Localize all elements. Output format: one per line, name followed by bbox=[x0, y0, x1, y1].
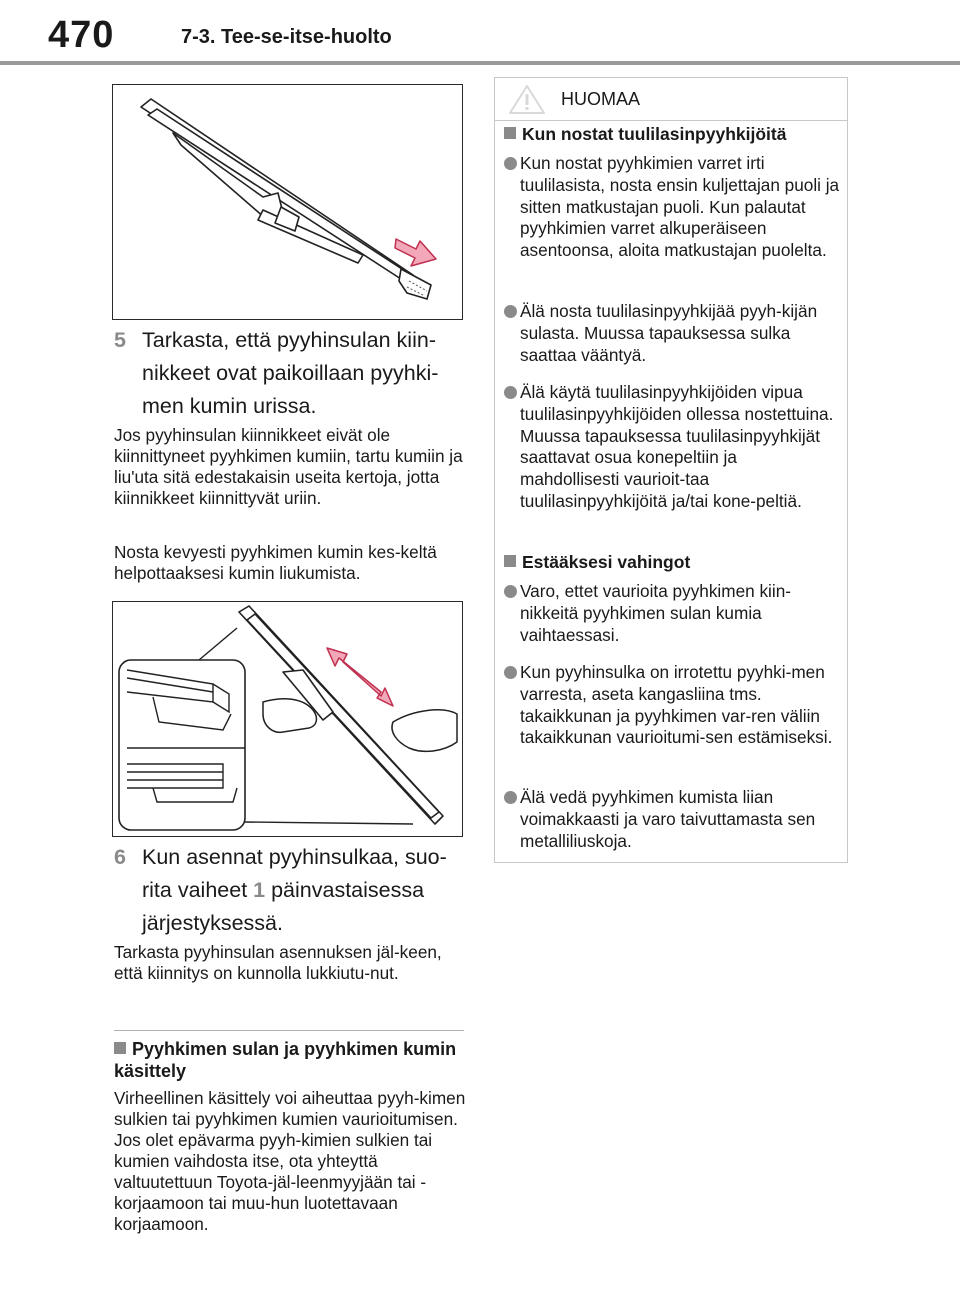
notice-bullet: Älä vedä pyyhkimen kumista liian voimakkaasti ja varo taivuttamasta sen metalliliuskoja. bbox=[504, 787, 840, 852]
notice-subheading-lifting: Kun nostat tuulilasinpyyhkijöitä bbox=[504, 123, 786, 145]
step-5 bbox=[114, 324, 464, 423]
notice-bullet: Älä nosta tuulilasinpyyhkijää pyyh-kijän sulasta. Muussa tapauksessa sulka saattaa vääntyä. bbox=[504, 301, 840, 366]
section-divider bbox=[114, 1030, 464, 1031]
square-bullet-icon bbox=[114, 1042, 126, 1054]
paragraph-handling: Virheellinen käsittely voi aiheuttaa pyyh-kimen sulkien tai pyyhkimen kumien vaurioitumisen. Jos olet epävarma pyyh-kimien sulkien tai kumien vaihdosta itse, ota yhteyttä valtuutettuun Toyota-jäl-leenmyyjään tai -korjaamoon tai muu-hun luotettavaan korjaamoon. bbox=[114, 1088, 466, 1234]
notice-box bbox=[494, 77, 848, 863]
header-divider bbox=[0, 61, 960, 65]
round-bullet-icon bbox=[504, 386, 517, 399]
notice-header bbox=[495, 78, 847, 121]
notice-subheading-damage: Estääksesi vahingot bbox=[504, 551, 690, 573]
subheading-handling: Pyyhkimen sulan ja pyyhkimen kumin käsittely bbox=[114, 1039, 457, 1081]
round-bullet-icon bbox=[504, 305, 517, 318]
wiper-rubber-slide-illustration bbox=[112, 601, 463, 837]
round-bullet-icon bbox=[504, 791, 517, 804]
step-6 bbox=[114, 841, 464, 940]
step-text: Tarkasta, että pyyhinsulan kiin-nikkeet ovat paikoillaan pyyhki-men kumin urissa. bbox=[142, 328, 439, 418]
notice-bullet: Varo, ettet vaurioita pyyhkimen kiin-nikkeitä pyyhkimen sulan kumia vaihtaessasi. bbox=[504, 581, 840, 646]
round-bullet-icon bbox=[504, 157, 517, 170]
step-reference: 1 bbox=[253, 878, 266, 902]
notice-bullet: Kun nostat pyyhkimien varret irti tuulilasista, nosta ensin kuljettajan puoli ja sitten matkustajan puoli. Kun palautat pyyhkimien varret alkuperäiseen asentoonsa, aloita matkustajan puolelta. bbox=[504, 153, 840, 262]
section-title: 7-3. Tee-se-itse-huolto bbox=[181, 26, 392, 48]
step-number: 5 bbox=[114, 328, 126, 352]
square-bullet-icon bbox=[504, 555, 516, 567]
round-bullet-icon bbox=[504, 666, 517, 679]
paragraph-lift-rubber: Nosta kevyesti pyyhkimen kumin kes-keltä helpottaaksesi kumin liukumista. bbox=[114, 542, 437, 583]
page-number: 470 bbox=[48, 14, 115, 56]
warning-triangle-icon bbox=[507, 83, 547, 115]
wiper-blade-illustration bbox=[112, 84, 463, 320]
step-text: Kun asennat pyyhinsulkaa, suo-rita vaiheet 1 päinvastaisessa järjestyksessä. bbox=[142, 845, 447, 935]
slide-arrow-icon bbox=[327, 648, 393, 706]
paragraph-check-lock: Tarkasta pyyhinsulan asennuksen jäl-keen, että kiinnitys on kunnolla lukkiutu-nut. bbox=[114, 942, 442, 983]
direction-arrow-icon bbox=[395, 239, 436, 266]
round-bullet-icon bbox=[504, 585, 517, 598]
paragraph-clips-info: Jos pyyhinsulan kiinnikkeet eivät ole kiinnittyneet pyyhkimen kumiin, tartu kumiin ja liu'uta sitä edestakaisin useita kertoja, jotta kiinnikkeet kiinnittyvät uriin. bbox=[114, 425, 463, 508]
step-number: 6 bbox=[114, 845, 126, 869]
square-bullet-icon bbox=[504, 127, 516, 139]
notice-label: HUOMAA bbox=[561, 89, 641, 109]
notice-bullet: Kun pyyhinsulka on irrotettu pyyhki-men varresta, aseta kangasliina tms. takaikkunan ja pyyhkimen var-ren väliin takaikkunan vaurioitumi-sen estämiseksi. bbox=[504, 662, 840, 749]
notice-bullet: Älä käytä tuulilasinpyyhkijöiden vipua tuulilasinpyyhkijöiden ollessa nostettuina. Muussa tapauksessa tuulilasinpyyhkijät saattavat osua konepeltiin ja mahdollisesti vaurioit-taa tuulilasinpyyhkijöitä ja/tai kone-peltiä. bbox=[504, 382, 840, 513]
